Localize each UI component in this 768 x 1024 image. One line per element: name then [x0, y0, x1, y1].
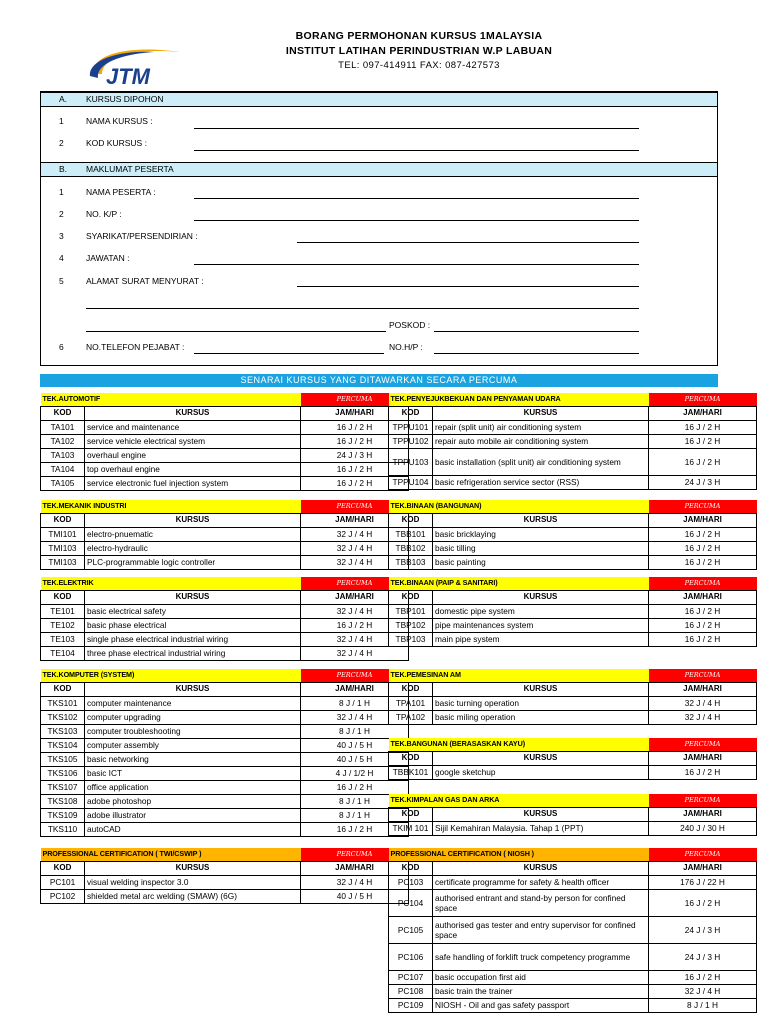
- table-row: [389, 632, 757, 646]
- course-name: basic turning operation: [433, 696, 649, 710]
- course-name: computer maintenance: [85, 696, 301, 710]
- course-name: PLC-programmable logic controller: [85, 555, 301, 569]
- course-table: [388, 393, 757, 490]
- logo-text: JTM: [106, 64, 150, 89]
- course-code: TA101: [41, 420, 85, 434]
- alamat-field-3[interactable]: [86, 331, 386, 332]
- course-name: basic refrigeration service sector (RSS): [433, 475, 649, 489]
- course-list-banner: SENARAI KURSUS YANG DITAWARKAN SECARA PERCUMA: [40, 374, 718, 387]
- column-header-kod: KOD: [41, 590, 85, 604]
- table-row: [41, 724, 409, 738]
- column-header-kod: KOD: [389, 861, 433, 875]
- course-duration: 32 J / 4 H: [649, 984, 757, 998]
- table-row: [389, 710, 757, 724]
- course-name: three phase electrical industrial wiring: [85, 646, 301, 660]
- alamat-field-2[interactable]: [86, 308, 639, 309]
- percuma-badge: PERCUMA: [649, 848, 757, 861]
- course-duration: 16 J / 2 H: [649, 604, 757, 618]
- percuma-badge: PERCUMA: [649, 738, 757, 751]
- table-row: [41, 696, 409, 710]
- table-row: [389, 998, 757, 1012]
- course-duration: 16 J / 2 H: [301, 462, 409, 476]
- course-code: PC106: [389, 943, 433, 970]
- course-code: TBP102: [389, 618, 433, 632]
- jawatan-label: JAWATAN :: [86, 253, 130, 263]
- course-code: TKS107: [41, 780, 85, 794]
- hp-label: NO.H/P :: [389, 342, 423, 352]
- course-name: computer assembly: [85, 738, 301, 752]
- course-duration: 32 J / 4 H: [649, 710, 757, 724]
- category-name: TEK.PENYEJUKBEKUAN DAN PENYAMAN UDARA: [389, 393, 649, 406]
- course-duration: 16 J / 2 H: [649, 970, 757, 984]
- table-row: [41, 794, 409, 808]
- category-name: TEK.ELEKTRIK: [41, 577, 301, 590]
- course-table: [388, 500, 757, 570]
- course-name: basic installation (split unit) air conditioning system: [433, 448, 649, 475]
- percuma-badge: PERCUMA: [649, 669, 757, 682]
- alamat-field-1[interactable]: [297, 286, 639, 287]
- course-name: safe handling of forklift truck competency programme: [433, 943, 649, 970]
- course-code: TPPU103: [389, 448, 433, 475]
- course-name: basic networking: [85, 752, 301, 766]
- course-code: TE104: [41, 646, 85, 660]
- column-header-jam: JAM/HARI: [649, 807, 757, 821]
- course-name: top overhaul engine: [85, 462, 301, 476]
- course-duration: 32 J / 4 H: [301, 527, 409, 541]
- column-header-kod: KOD: [389, 751, 433, 765]
- column-header-jam: JAM/HARI: [649, 590, 757, 604]
- nama-kursus-field[interactable]: [194, 128, 639, 129]
- course-table: [40, 848, 409, 904]
- course-duration: 16 J / 2 H: [649, 541, 757, 555]
- course-duration: 16 J / 2 H: [649, 632, 757, 646]
- course-name: basic phase electrical: [85, 618, 301, 632]
- course-code: TPA102: [389, 710, 433, 724]
- table-row: [41, 822, 409, 836]
- course-name: NIOSH - Oil and gas safety passport: [433, 998, 649, 1012]
- table-row: [389, 604, 757, 618]
- course-code: TMI101: [41, 527, 85, 541]
- category-name: PROFESSIONAL CERTIFICATION ( TWI/CSWIP ): [41, 848, 301, 861]
- percuma-badge: PERCUMA: [301, 500, 409, 513]
- course-code: TBP101: [389, 604, 433, 618]
- course-code: TKIM 101: [389, 821, 433, 835]
- course-duration: 16 J / 2 H: [301, 780, 409, 794]
- category-name: TEK.BANGUNAN (BERASASKAN KAYU): [389, 738, 649, 751]
- course-duration: 16 J / 2 H: [301, 420, 409, 434]
- course-duration: 32 J / 4 H: [301, 604, 409, 618]
- course-code: PC103: [389, 875, 433, 889]
- course-duration: 16 J / 2 H: [649, 618, 757, 632]
- course-code: TBBK101: [389, 765, 433, 779]
- course-duration: 32 J / 4 H: [301, 555, 409, 569]
- column-header-kursus: KURSUS: [433, 751, 649, 765]
- course-code: TE103: [41, 632, 85, 646]
- course-duration: 16 J / 2 H: [301, 822, 409, 836]
- nama-peserta-label: NAMA PESERTA :: [86, 187, 156, 197]
- telefon-label: NO.TELEFON PEJABAT :: [86, 342, 185, 352]
- course-code: TMI103: [41, 541, 85, 555]
- jtm-logo: [84, 40, 194, 90]
- column-header-jam: JAM/HARI: [301, 406, 409, 420]
- table-row: [41, 710, 409, 724]
- table-row: [41, 752, 409, 766]
- course-code: TBB102: [389, 541, 433, 555]
- column-header-kursus: KURSUS: [85, 861, 301, 875]
- course-code: TKS102: [41, 710, 85, 724]
- course-name: computer upgrading: [85, 710, 301, 724]
- table-row: [389, 555, 757, 569]
- form-title: BORANG PERMOHONAN KURSUS 1MALAYSIA: [295, 30, 543, 42]
- column-header-kursus: KURSUS: [433, 590, 649, 604]
- application-form: A. KURSUS DIPOHON 1 NAMA KURSUS : 2 KOD KURSUS : B. MAKLUMAT PESERTA 1 NAMA PESERTA : 2 NO. K/P : 3 SYARIKAT/PERSENDIRIAN : 4 JAWATAN : 5 ALAMAT SURAT MENYURAT : POSKOD : 6 NO.TELEFON PEJABAT : NO.H/P :: [40, 91, 718, 366]
- column-header-kod: KOD: [41, 861, 85, 875]
- course-name: basic occupation first aid: [433, 970, 649, 984]
- table-row: [41, 632, 409, 646]
- course-code: TKS108: [41, 794, 85, 808]
- table-row: [389, 875, 757, 889]
- course-code: TBP103: [389, 632, 433, 646]
- category-name: TEK.BINAAN (PAIP & SANITARI): [389, 577, 649, 590]
- course-name: service and maintenance: [85, 420, 301, 434]
- course-code: PC101: [41, 875, 85, 889]
- course-name: computer troubleshooting: [85, 724, 301, 738]
- table-row: [389, 889, 757, 916]
- table-row: [41, 604, 409, 618]
- syarikat-label: SYARIKAT/PERSENDIRIAN :: [86, 231, 198, 241]
- course-duration: 16 J / 2 H: [649, 434, 757, 448]
- course-duration: 24 J / 3 H: [649, 916, 757, 943]
- category-name: TEK.PEMESINAN AM: [389, 669, 649, 682]
- nama-peserta-field[interactable]: [194, 198, 639, 199]
- course-duration: 16 J / 2 H: [649, 889, 757, 916]
- table-row: [389, 434, 757, 448]
- column-header-kod: KOD: [389, 513, 433, 527]
- column-header-jam: JAM/HARI: [649, 751, 757, 765]
- column-header-jam: JAM/HARI: [301, 590, 409, 604]
- course-name: basic miling operation: [433, 710, 649, 724]
- course-table: [40, 500, 409, 570]
- course-duration: 8 J / 1 H: [301, 724, 409, 738]
- course-code: TKS104: [41, 738, 85, 752]
- course-name: overhaul engine: [85, 448, 301, 462]
- course-duration: 16 J / 2 H: [649, 765, 757, 779]
- column-header-kod: KOD: [41, 513, 85, 527]
- course-code: TPPU102: [389, 434, 433, 448]
- column-header-kursus: KURSUS: [433, 861, 649, 875]
- table-row: [41, 618, 409, 632]
- course-name: Sijil Kemahiran Malaysia. Tahap 1 (PPT): [433, 821, 649, 835]
- course-code: TA103: [41, 448, 85, 462]
- course-table: [388, 669, 757, 725]
- course-duration: 8 J / 1 H: [301, 794, 409, 808]
- table-row: [389, 527, 757, 541]
- course-duration: 40 J / 5 H: [301, 738, 409, 752]
- course-code: PC102: [41, 889, 85, 903]
- course-code: TBB101: [389, 527, 433, 541]
- course-code: TPA101: [389, 696, 433, 710]
- course-duration: 32 J / 4 H: [301, 541, 409, 555]
- column-header-kod: KOD: [389, 807, 433, 821]
- course-duration: 16 J / 2 H: [649, 555, 757, 569]
- percuma-badge: PERCUMA: [649, 500, 757, 513]
- table-row: [389, 916, 757, 943]
- column-header-kod: KOD: [41, 682, 85, 696]
- course-name: shielded metal arc welding (SMAW) (6G): [85, 889, 301, 903]
- institute-name: INSTITUT LATIHAN PERINDUSTRIAN W.P LABUAN: [285, 45, 553, 57]
- course-name: repair (split unit) air conditioning system: [433, 420, 649, 434]
- course-code: TE102: [41, 618, 85, 632]
- column-header-kursus: KURSUS: [85, 513, 301, 527]
- percuma-badge: PERCUMA: [649, 577, 757, 590]
- column-header-kursus: KURSUS: [85, 682, 301, 696]
- table-row: [41, 434, 409, 448]
- course-duration: 24 J / 3 H: [649, 943, 757, 970]
- poskod-label: POSKOD :: [389, 320, 431, 330]
- table-row: [41, 780, 409, 794]
- course-duration: 40 J / 5 H: [301, 752, 409, 766]
- course-duration: 24 J / 3 H: [301, 448, 409, 462]
- telefon-field[interactable]: [194, 353, 384, 354]
- table-row: [41, 766, 409, 780]
- nama-kursus-label: NAMA KURSUS :: [86, 116, 153, 126]
- contact-info: TEL: 097-414911 FAX: 087-427573: [338, 60, 500, 71]
- course-duration: 32 J / 4 H: [301, 646, 409, 660]
- course-duration: 24 J / 3 H: [649, 475, 757, 489]
- category-name: PROFESSIONAL CERTIFICATION ( NIOSH ): [389, 848, 649, 861]
- course-duration: 16 J / 2 H: [301, 476, 409, 490]
- course-duration: 240 J / 30 H: [649, 821, 757, 835]
- table-row: [389, 475, 757, 489]
- percuma-badge: PERCUMA: [301, 577, 409, 590]
- column-header-kursus: KURSUS: [85, 590, 301, 604]
- course-name: basic train the trainer: [433, 984, 649, 998]
- table-row: [389, 765, 757, 779]
- course-duration: 40 J / 5 H: [301, 889, 409, 903]
- course-duration: 16 J / 2 H: [649, 527, 757, 541]
- percuma-badge: PERCUMA: [301, 669, 409, 682]
- category-name: TEK.KOMPUTER (SYSTEM): [41, 669, 301, 682]
- course-duration: 176 J / 22 H: [649, 875, 757, 889]
- jawatan-field[interactable]: [194, 264, 639, 265]
- course-code: TA105: [41, 476, 85, 490]
- table-row: [389, 541, 757, 555]
- course-name: authorised entrant and stand-by person for confined space: [433, 889, 649, 916]
- course-name: basic tilling: [433, 541, 649, 555]
- table-row: [41, 462, 409, 476]
- course-code: TPPU101: [389, 420, 433, 434]
- no-kp-field[interactable]: [194, 220, 639, 221]
- course-duration: 32 J / 4 H: [301, 710, 409, 724]
- table-row: [389, 970, 757, 984]
- course-duration: 32 J / 4 H: [301, 632, 409, 646]
- column-header-kursus: KURSUS: [85, 406, 301, 420]
- column-header-kod: KOD: [389, 590, 433, 604]
- course-code: PC105: [389, 916, 433, 943]
- column-header-kursus: KURSUS: [433, 513, 649, 527]
- column-header-kursus: KURSUS: [433, 807, 649, 821]
- table-row: [41, 555, 409, 569]
- table-row: [389, 618, 757, 632]
- table-row: [41, 527, 409, 541]
- percuma-badge: PERCUMA: [301, 848, 409, 861]
- alamat-label: ALAMAT SURAT MENYURAT :: [86, 276, 204, 286]
- course-table: [40, 669, 409, 837]
- course-code: TKS106: [41, 766, 85, 780]
- category-name: TEK.KIMPALAN GAS DAN ARKA: [389, 794, 649, 807]
- section-a-bar: A. KURSUS DIPOHON: [41, 92, 717, 107]
- table-row: [41, 476, 409, 490]
- course-name: certificate programme for safety & health officer: [433, 875, 649, 889]
- course-table: [40, 393, 409, 491]
- poskod-field[interactable]: [434, 331, 639, 332]
- table-row: [389, 984, 757, 998]
- course-name: pipe maintenances system: [433, 618, 649, 632]
- table-row: [389, 943, 757, 970]
- course-name: authorised gas tester and entry supervisor for confined space: [433, 916, 649, 943]
- course-duration: 32 J / 4 H: [649, 696, 757, 710]
- table-row: [41, 875, 409, 889]
- column-header-jam: JAM/HARI: [301, 682, 409, 696]
- percuma-badge: PERCUMA: [649, 393, 757, 406]
- course-code: TE101: [41, 604, 85, 618]
- course-code: TKS109: [41, 808, 85, 822]
- course-duration: 16 J / 2 H: [649, 420, 757, 434]
- course-name: main pipe system: [433, 632, 649, 646]
- table-row: [41, 738, 409, 752]
- course-code: TMI103: [41, 555, 85, 569]
- column-header-jam: JAM/HARI: [301, 513, 409, 527]
- course-name: electro-pnuematic: [85, 527, 301, 541]
- course-name: single phase electrical industrial wiring: [85, 632, 301, 646]
- column-header-kursus: KURSUS: [433, 682, 649, 696]
- course-name: repair auto mobile air conditioning system: [433, 434, 649, 448]
- course-name: basic ICT: [85, 766, 301, 780]
- course-code: TKS103: [41, 724, 85, 738]
- course-code: TPPU104: [389, 475, 433, 489]
- course-table: [388, 794, 757, 836]
- course-name: adobe photoshop: [85, 794, 301, 808]
- course-name: autoCAD: [85, 822, 301, 836]
- section-b-bar: B. MAKLUMAT PESERTA: [41, 162, 717, 177]
- course-code: TA102: [41, 434, 85, 448]
- column-header-kod: KOD: [389, 406, 433, 420]
- table-row: [389, 821, 757, 835]
- course-code: TKS105: [41, 752, 85, 766]
- course-table: [388, 848, 757, 1013]
- table-row: [41, 889, 409, 903]
- course-name: adobe illustrator: [85, 808, 301, 822]
- kod-kursus-field[interactable]: [194, 150, 639, 151]
- course-name: service vehicle electrical system: [85, 434, 301, 448]
- course-code: TA104: [41, 462, 85, 476]
- course-name: office application: [85, 780, 301, 794]
- course-code: TKS110: [41, 822, 85, 836]
- course-duration: 4 J / 1/2 H: [301, 766, 409, 780]
- course-duration: 8 J / 1 H: [301, 808, 409, 822]
- column-header-kod: KOD: [389, 682, 433, 696]
- course-name: domestic pipe system: [433, 604, 649, 618]
- course-code: PC104: [389, 889, 433, 916]
- course-code: PC108: [389, 984, 433, 998]
- course-duration: 16 J / 2 H: [301, 434, 409, 448]
- percuma-badge: PERCUMA: [649, 794, 757, 807]
- course-name: basic electrical safety: [85, 604, 301, 618]
- course-duration: 16 J / 2 H: [301, 618, 409, 632]
- column-header-kursus: KURSUS: [433, 406, 649, 420]
- hp-field[interactable]: [434, 353, 639, 354]
- syarikat-field[interactable]: [297, 242, 639, 243]
- course-name: basic bricklaying: [433, 527, 649, 541]
- course-table: [388, 738, 757, 780]
- table-row: [389, 696, 757, 710]
- no-kp-label: NO. K/P :: [86, 209, 122, 219]
- course-name: google sketchup: [433, 765, 649, 779]
- table-row: [41, 448, 409, 462]
- category-name: TEK.BINAAN (BANGUNAN): [389, 500, 649, 513]
- course-name: visual welding inspector 3.0: [85, 875, 301, 889]
- course-name: basic painting: [433, 555, 649, 569]
- column-header-kod: KOD: [41, 406, 85, 420]
- course-table: [40, 577, 409, 661]
- category-name: TEK.AUTOMOTIF: [41, 393, 301, 406]
- table-row: [41, 646, 409, 660]
- course-duration: 32 J / 4 H: [301, 875, 409, 889]
- table-row: [389, 448, 757, 475]
- column-header-jam: JAM/HARI: [301, 861, 409, 875]
- kod-kursus-label: KOD KURSUS :: [86, 138, 147, 148]
- table-row: [41, 808, 409, 822]
- table-row: [41, 420, 409, 434]
- table-row: [389, 420, 757, 434]
- course-name: service electronic fuel injection system: [85, 476, 301, 490]
- category-name: TEK.MEKANIK INDUSTRI: [41, 500, 301, 513]
- table-row: [41, 541, 409, 555]
- percuma-badge: PERCUMA: [301, 393, 409, 406]
- column-header-jam: JAM/HARI: [649, 861, 757, 875]
- course-code: PC107: [389, 970, 433, 984]
- course-duration: 8 J / 1 H: [301, 696, 409, 710]
- column-header-jam: JAM/HARI: [649, 406, 757, 420]
- course-name: electro-hydraulic: [85, 541, 301, 555]
- course-table: [388, 577, 757, 647]
- course-code: PC109: [389, 998, 433, 1012]
- column-header-jam: JAM/HARI: [649, 682, 757, 696]
- column-header-jam: JAM/HARI: [649, 513, 757, 527]
- course-duration: 8 J / 1 H: [649, 998, 757, 1012]
- course-code: TKS101: [41, 696, 85, 710]
- course-code: TBB103: [389, 555, 433, 569]
- course-duration: 16 J / 2 H: [649, 448, 757, 475]
